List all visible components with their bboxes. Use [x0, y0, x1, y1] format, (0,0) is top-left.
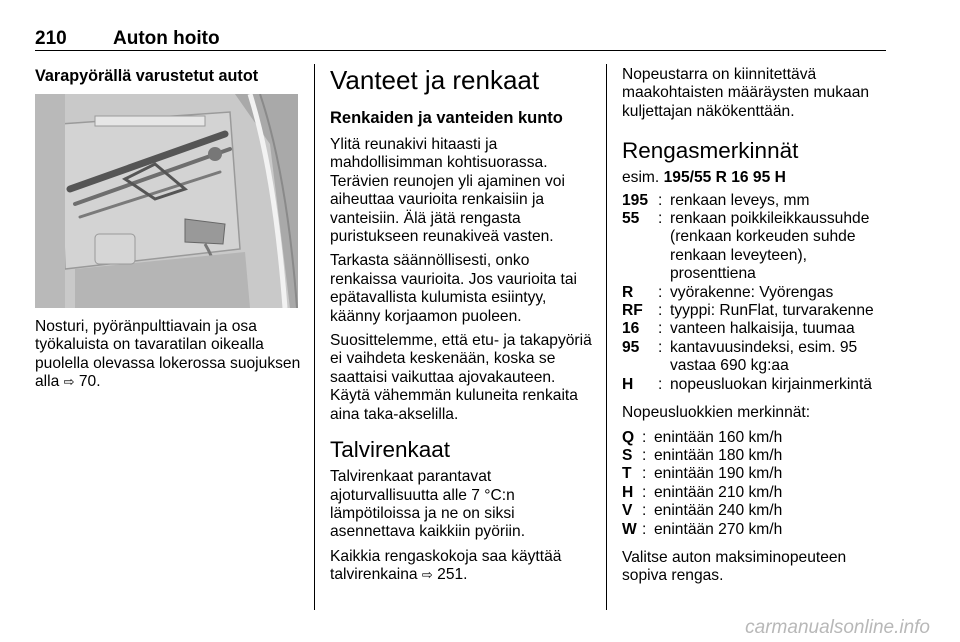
list-item: R : vyörakenne: Vyörengas	[622, 284, 892, 302]
tire-condition-heading: Renkaiden ja vanteiden kunto	[330, 109, 563, 127]
trunk-jack-photo	[35, 94, 298, 308]
speed-key: V	[622, 502, 633, 520]
list-item: 95 : kantavuusindeksi, esim. 95 vastaa 690 kg:aa	[622, 339, 892, 376]
list-item: 195 : renkaan leveys, mm	[622, 192, 892, 210]
page-ref-arrow-icon: ⇨	[421, 567, 433, 583]
speed-value: enintään 160 km/h	[654, 428, 783, 446]
paragraph: Nopeustarra on kiinnitettävä maakohtaisten määräysten mukaan kuljettajan näkökenttään.	[622, 66, 870, 120]
column-right	[622, 66, 892, 592]
paragraph	[330, 548, 592, 585]
marking-value: kantavuusindeksi, esim. 95 vastaa 690 kg:aa	[670, 338, 858, 375]
caption-text: Nosturi, pyöränpulttiavain ja osa työkaluista on tavaratilan oikealla puolella olevassa lokerossa suojuksen alla	[35, 318, 301, 391]
list-item: RF : tyyppi: RunFlat, turvarakenne	[622, 302, 892, 320]
marking-key: RF	[622, 302, 643, 320]
column-divider	[314, 64, 315, 610]
list-item: 55 : renkaan poikkileikkaussuhde (renkaan korkeuden suhde renkaan leveyteen), prosenttiena	[622, 210, 892, 284]
speed-class-list	[622, 429, 892, 539]
marking-value: vanteen halkaisija, tuumaa	[670, 320, 855, 338]
marking-value: renkaan leveys, mm	[670, 191, 810, 209]
marking-key: 55	[622, 210, 640, 228]
list-item: W : enintään 270 km/h	[622, 521, 892, 539]
marking-key: H	[622, 375, 634, 393]
marking-value: vyörakenne: Vyörengas	[670, 283, 834, 301]
speed-value: enintään 180 km/h	[654, 446, 783, 464]
marking-key: 195	[622, 191, 649, 209]
example-label: esim.	[622, 169, 660, 187]
watermark: carmanualsonline.info	[745, 617, 930, 638]
column-left	[35, 66, 303, 398]
winter-page-ref: 251.	[437, 566, 468, 584]
list-item: S : enintään 180 km/h	[622, 447, 892, 465]
marking-value: nopeusluokan kirjainmerkintä	[670, 375, 872, 393]
column-divider	[606, 64, 607, 610]
speed-key: H	[622, 483, 634, 501]
list-item: H : nopeusluokan kirjainmerkintä	[622, 376, 892, 394]
marking-value: tyyppi: RunFlat, turvarakenne	[670, 302, 874, 320]
marking-key: R	[622, 283, 634, 301]
page-ref-arrow-icon: ⇨	[63, 374, 75, 390]
marking-value: renkaan poikkileikkaussuhde (renkaan korkeuden suhde renkaan leveyteen), prosenttiena	[670, 210, 870, 283]
caption-page-ref: 70.	[78, 373, 101, 391]
list-item: Q : enintään 160 km/h	[622, 429, 892, 447]
paragraph: Suosittelemme, että etu- ja takapyöriä ei vaihdeta keskenään, koska se saattaisi vaikuttaa ajovakauteen. Käytä vähemmän kuluneita renkaita aina taka-akselilla.	[330, 332, 592, 423]
list-item: H : enintään 210 km/h	[622, 484, 892, 502]
page-number: 210	[35, 28, 67, 49]
speed-key: S	[622, 446, 633, 464]
speed-value: enintään 210 km/h	[654, 483, 783, 501]
column-middle	[330, 64, 592, 591]
speed-key: T	[622, 465, 632, 483]
speed-key: W	[622, 520, 637, 538]
speed-value: enintään 190 km/h	[654, 465, 783, 483]
example-line	[622, 169, 892, 187]
page-header	[35, 26, 886, 51]
speed-class-heading: Nopeusluokkien merkinnät:	[622, 404, 811, 422]
winter-tires-heading: Talvirenkaat	[330, 437, 451, 463]
marking-key: 95	[622, 338, 640, 356]
paragraph: Tarkasta säännöllisesti, onko renkaissa vaurioita. Jos vaurioita tai epätavallista kulumista esiintyy, käänny korjaamon puoleen.	[330, 252, 578, 325]
marking-key: 16	[622, 320, 640, 338]
speed-key: Q	[622, 428, 635, 446]
section-heading: Varapyörällä varustetut autot	[35, 67, 259, 85]
list-item: T : enintään 190 km/h	[622, 465, 892, 483]
list-item: 16 : vanteen halkaisija, tuumaa	[622, 320, 892, 338]
list-item: V : enintään 240 km/h	[622, 502, 892, 520]
photo-caption	[35, 318, 303, 392]
chapter-title: Auton hoito	[113, 28, 220, 49]
paragraph: Ylitä reunakivi hitaasti ja mahdollisimman kohtisuorassa. Terävien reunojen yli ajaminen voi aiheuttaa vaurioita renkaisiin ja vanteisiin. Älä jätä rengasta puristukseen reunakiveä vasten.	[330, 136, 565, 246]
speed-value: enintään 240 km/h	[654, 502, 783, 520]
paragraph: Talvirenkaat parantavat ajoturvallisuutta alle 7 °C:n lämpötiloissa ja ne on siksi asennettava kaikkiin pyöriin.	[330, 468, 526, 541]
paragraph: Valitse auton maksiminopeuteen sopiva rengas.	[622, 548, 847, 585]
paragraph-text: Kaikkia rengaskokoja saa käyttää talvirenkaina	[330, 547, 562, 584]
chapter-section-title: Vanteet ja renkaat	[330, 65, 540, 95]
example-value: 195/55 R 16 95 H	[663, 169, 786, 187]
speed-value: enintään 270 km/h	[654, 520, 783, 538]
marking-list	[622, 192, 892, 394]
tire-marking-heading: Rengasmerkinnät	[622, 138, 799, 164]
